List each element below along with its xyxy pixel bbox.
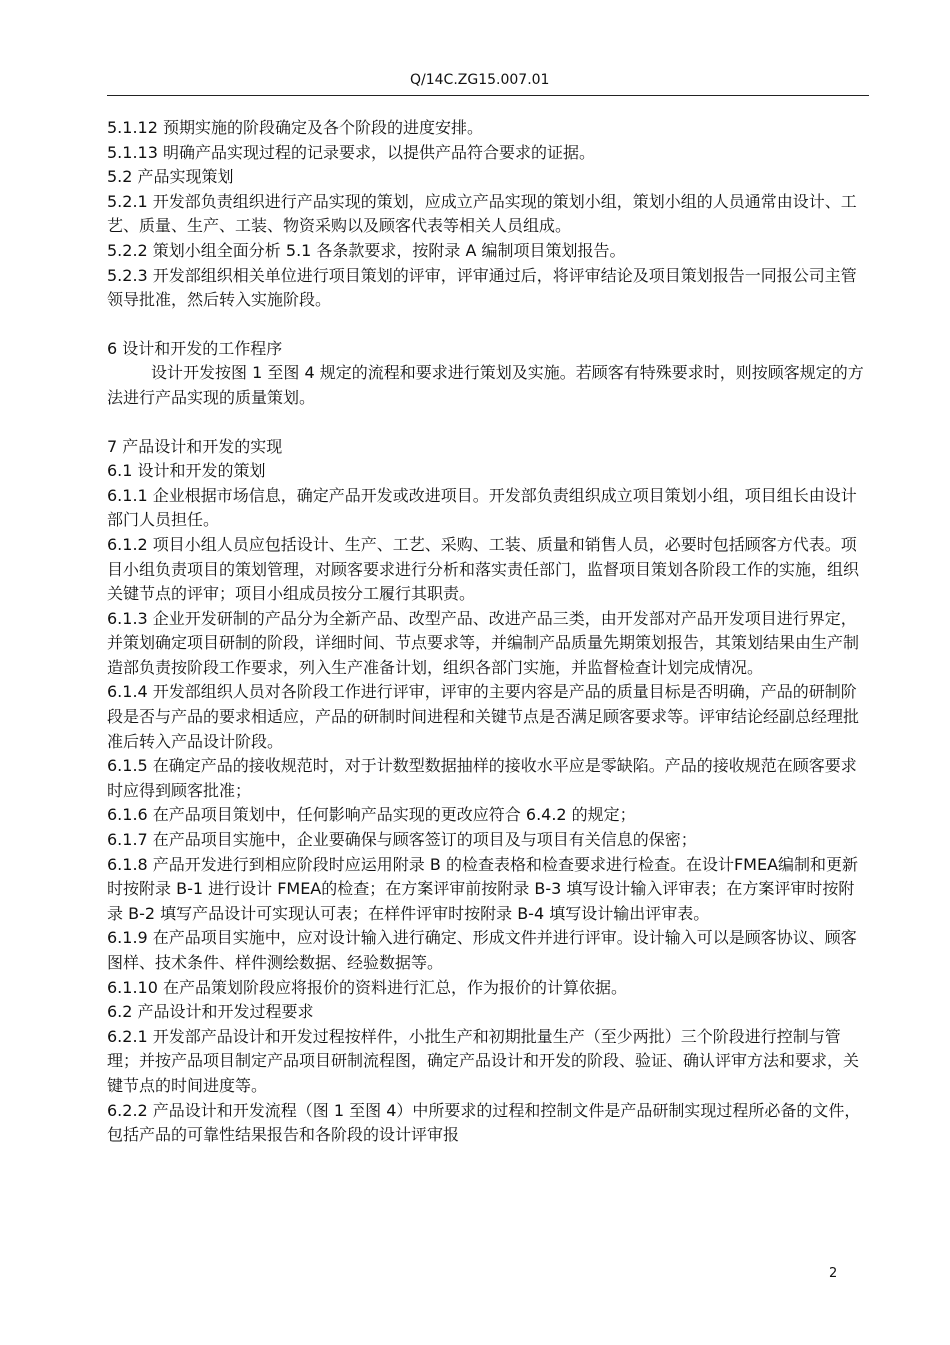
heading-6-2: 6.2 产品设计和开发过程要求: [107, 1002, 314, 1022]
paragraph-6-1-1: 6.1.1 企业根据市场信息，确定产品开发或改进项目。开发部负责组织成立项目策划小组，项目组长由设计部门人员担任。: [107, 485, 857, 530]
document-body: [107, 116, 869, 1148]
paragraph-6-2-1: 6.2.1 开发部产品设计和开发过程按样件，小批生产和初期批量生产（至少两批）三个阶段进行控制与管理；并按产品项目制定产品项目研制流程图，确定产品设计和开发的阶段、验证、确认评审方法和要求，关键节点的时间进度等。: [107, 1026, 860, 1095]
heading-6: 6 设计和开发的工作程序: [107, 338, 283, 358]
paragraph-5-2-1: 5.2.1 开发部负责组织进行产品实现的策划，应成立产品实现的策划小组，策划小组的人员通常由设计、工艺、质量、生产、工装、物资采购以及顾客代表等相关人员组成。: [107, 191, 857, 236]
blank-line: [107, 411, 869, 435]
paragraph-5-2-3: 5.2.3 开发部组织相关单位进行项目策划的评审，评审通过后，将评审结论及项目策划报告一同报公司主管领导批准，然后转入实施阶段。: [107, 265, 857, 310]
document-code: Q/14C.ZG15.007.01: [410, 72, 550, 88]
paragraph-6-1-2: 6.1.2 项目小组人员应包括设计、生产、工艺、采购、工装、质量和销售人员，必要时包括顾客方代表。项目小组负责项目的策划管理，对顾客要求进行分析和落实责任部门，监督项目策划各阶段工作的实施，组织关键节点的评审；项目小组成员按分工履行其职责。: [107, 534, 860, 604]
heading-5-2: 5.2 产品实现策划: [107, 167, 234, 187]
header-rule: [107, 95, 869, 96]
paragraph-5-1-12: 5.1.12 预期实施的阶段确定及各个阶段的进度安排。: [107, 118, 483, 137]
paragraph-5-2-2: 5.2.2 策划小组全面分析 5.1 各条款要求，按附录 A 编制项目策划报告。: [107, 240, 626, 260]
paragraph-6-2-2: 6.2.2 产品设计和开发流程（图 1 至图 4）中所要求的过程和控制文件是产品研制实现过程所必备的文件，包括产品的可靠性结果报告和各阶段的设计评审报: [107, 1100, 861, 1145]
paragraph-6-1-8: 6.1.8 产品开发进行到相应阶段时应运用附录 B 的检查表格和检查要求进行检查。在设计FMEA编制和更新时按附录 B-1 进行设计 FMEA的检查；在方案评审前按附录 B-3 填写设计输入评审表；在方案评审时按附录 B-2 填写产品设计可实现认可表；在样件评审时按附录 B-4 填写设计输出评审表。: [107, 854, 859, 923]
paragraph-6-1-6: 6.1.6 在产品项目策划中，任何影响产品实现的更改应符合 6.4.2 的规定；: [107, 805, 636, 825]
paragraph-6-1-3: 6.1.3 企业开发研制的产品分为全新产品、改型产品、改进产品三类，由开发部对产品开发项目进行界定，并策划确定项目研制的阶段，详细时间、节点要求等，并编制产品质量先期策划报告，其策划结果由生产制造部负责按阶段工作要求，列入生产准备计划，组织各部门实施，并监督检查计划完成情况。: [107, 608, 860, 677]
page-number: 2: [829, 1266, 838, 1281]
paragraph-6-1-7: 6.1.7 在产品项目实施中，企业要确保与顾客签订的项目及与项目有关信息的保密；: [107, 830, 697, 850]
paragraph-6-body: 设计开发按图 1 至图 4 规定的流程和要求进行策划及实施。若顾客有特殊要求时，则按顾客规定的方法进行产品实现的质量策划。: [107, 363, 864, 407]
heading-6-1: 6.1 设计和开发的策划: [107, 461, 266, 481]
paragraph-6-1-10: 6.1.10 在产品策划阶段应将报价的资料进行汇总，作为报价的计算依据。: [107, 977, 627, 997]
paragraph-6-1-9: 6.1.9 在产品项目实施中，应对设计输入进行确定、形成文件并进行评审。设计输入可以是顾客协议、顾客图样、技术条件、样件测绘数据、经验数据等。: [107, 928, 857, 972]
paragraph-6-1-5: 6.1.5 在确定产品的接收规范时，对于计数型数据抽样的接收水平应是零缺陷。产品的接收规范在顾客要求时应得到顾客批准；: [107, 756, 857, 800]
paragraph-6-1-4: 6.1.4 开发部组织人员对各阶段工作进行评审，评审的主要内容是产品的质量目标是否明确，产品的研制阶段是否与产品的要求相适应，产品的研制时间进程和关键节点是否满足顾客要求等。评审结论经副总经理批准后转入产品设计阶段。: [107, 682, 860, 751]
heading-7: 7 产品设计和开发的实现: [107, 436, 283, 456]
blank-line: [107, 313, 869, 337]
paragraph-5-1-13: 5.1.13 明确产品实现过程的记录要求，以提供产品符合要求的证据。: [107, 142, 595, 162]
